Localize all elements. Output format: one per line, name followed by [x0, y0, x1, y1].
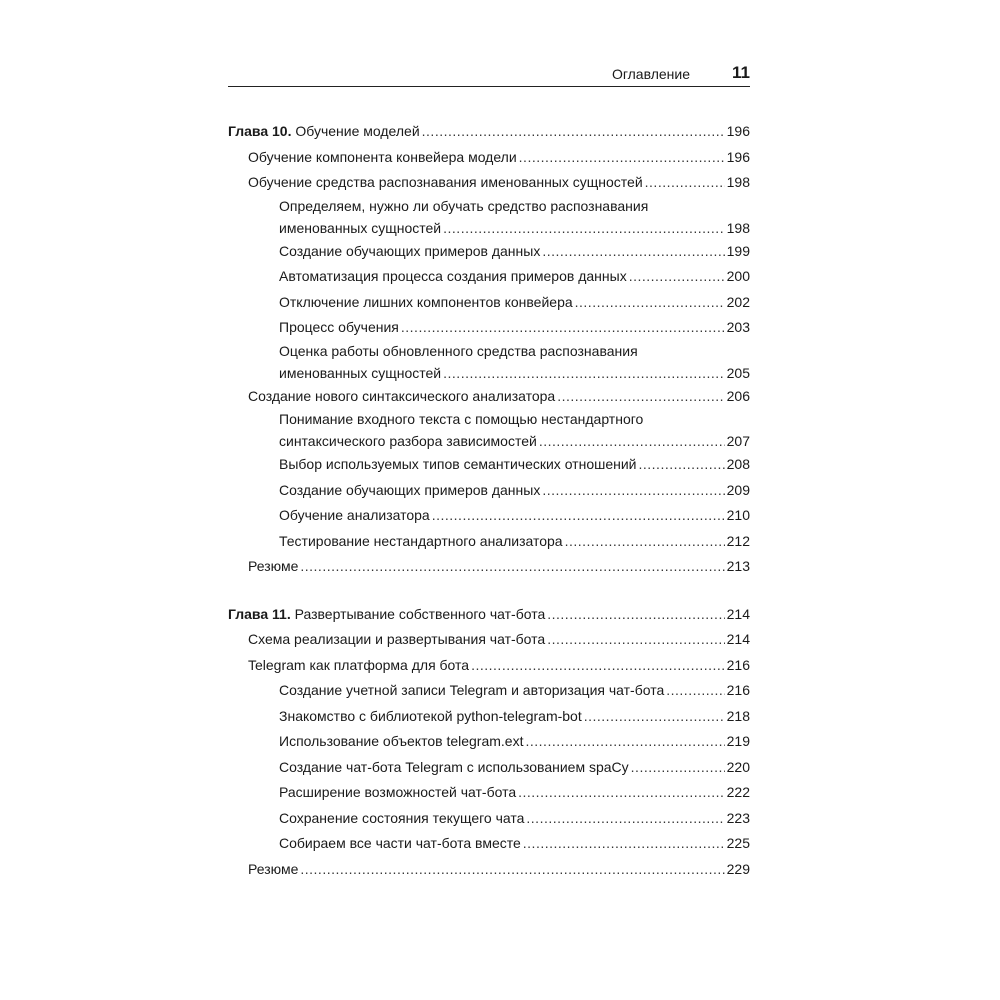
toc-entry[interactable]: [228, 704, 750, 730]
leader-dots: [639, 452, 725, 478]
toc-page: 206: [726, 387, 750, 404]
toc-entry-title-cont: именованных сущностей: [279, 219, 442, 236]
leader-dots: [519, 145, 725, 171]
toc-entry-title-cont: именованных сущностей: [279, 364, 442, 381]
toc-entry-title: Тестирование нестандартного анализатора: [279, 532, 563, 549]
toc-entry[interactable]: [228, 196, 750, 239]
leader-dots: [542, 478, 724, 504]
leader-dots: [547, 627, 724, 653]
leader-dots: [631, 755, 725, 781]
leader-dots: [443, 362, 725, 384]
toc-entry[interactable]: [228, 452, 750, 478]
toc-entry[interactable]: [228, 678, 750, 704]
leader-dots: [422, 119, 725, 145]
toc-entry-title: Telegram как платформа для бота: [248, 656, 470, 673]
leader-dots: [518, 780, 725, 806]
toc-page: 208: [726, 456, 750, 472]
toc-page: 209: [726, 481, 750, 498]
toc-entry-title: Создание нового синтаксического анализатора: [248, 387, 556, 404]
toc-entry-title: Резюме: [248, 860, 299, 877]
toc-entry[interactable]: [228, 384, 750, 410]
leader-dots: [401, 315, 725, 341]
leader-dots: [575, 290, 725, 316]
toc-entry[interactable]: [228, 409, 750, 452]
toc-entry-title: Создание обучающих примеров данных: [279, 242, 541, 259]
toc-page: 225: [726, 835, 750, 851]
leader-dots: [443, 217, 725, 239]
toc-page: 218: [726, 707, 750, 724]
leader-dots: [629, 264, 725, 290]
toc-page: 198: [726, 174, 750, 190]
toc-entry-title: Обучение средства распознавания именованных сущностей: [248, 174, 643, 190]
toc-page: 205: [726, 364, 750, 381]
leader-dots: [523, 831, 725, 857]
toc-page: 207: [726, 433, 750, 449]
toc-entry[interactable]: [228, 264, 750, 290]
leader-dots: [526, 729, 725, 755]
toc-page: 198: [726, 219, 750, 236]
toc-page: 200: [726, 268, 750, 284]
toc-entry-title-cont: синтаксического разбора зависимостей: [279, 433, 537, 449]
leader-dots: [539, 430, 725, 452]
toc-entry-title: Создание обучающих примеров данных: [279, 481, 541, 498]
toc-entry-title: Сохранение состояния текущего чата: [279, 809, 525, 826]
toc-chapter-row[interactable]: [228, 602, 750, 628]
leader-dots: [526, 806, 724, 832]
toc-entry[interactable]: [228, 729, 750, 755]
toc-entry-title: Создание чат-бота Telegram с использованием spaCy: [279, 758, 629, 775]
chapter-title: Развертывание собственного чат-бота: [294, 605, 546, 622]
toc-entry-title: Создание учетной записи Telegram и авторизация чат-бота: [279, 682, 665, 698]
leader-dots: [645, 170, 725, 196]
toc-entry-title: Автоматизация процесса создания примеров данных: [279, 268, 627, 284]
toc-entry[interactable]: [228, 290, 750, 316]
toc-entry-title: Отключение лишних компонентов конвейера: [279, 293, 573, 310]
toc-entry-title: Выбор используемых типов семантических отношений: [279, 456, 637, 472]
toc-page: 196: [726, 123, 750, 139]
toc-entry-title: Резюме: [248, 558, 299, 574]
toc-page: 222: [726, 784, 750, 800]
toc-entry-title: Определяем, нужно ли обучать средство распознавания: [279, 197, 649, 214]
leader-dots: [471, 653, 725, 679]
toc-entry[interactable]: [228, 831, 750, 857]
toc-page: 214: [726, 605, 750, 622]
toc-entry-title: Знакомство с библиотекой python-telegram-bot: [279, 707, 582, 724]
toc-entry[interactable]: [228, 145, 750, 171]
leader-dots: [565, 529, 725, 555]
leader-dots: [557, 384, 724, 410]
toc-entry[interactable]: [228, 170, 750, 196]
toc-entry[interactable]: [228, 857, 750, 883]
leader-dots: [584, 704, 725, 730]
chapter-11: [228, 602, 750, 883]
page-header: [228, 62, 750, 87]
toc-entry[interactable]: [228, 755, 750, 781]
leader-dots: [542, 239, 724, 265]
chapter-prefix: Глава 10.: [228, 123, 292, 139]
toc-entry[interactable]: [228, 478, 750, 504]
toc-entry[interactable]: [228, 653, 750, 679]
toc-entry-title: Обучение компонента конвейера модели: [248, 148, 517, 165]
leader-dots: [547, 602, 724, 628]
toc-entry[interactable]: [228, 627, 750, 653]
toc-page: 229: [726, 860, 750, 877]
toc-entry-title: Использование объектов telegram.ext: [279, 733, 524, 749]
toc-page: 216: [726, 656, 750, 673]
toc-entry[interactable]: [228, 529, 750, 555]
toc-page: 213: [726, 558, 750, 574]
toc-entry[interactable]: [228, 554, 750, 580]
chapter-prefix: Глава 11.: [228, 605, 291, 622]
toc-entry-title: Процесс обучения: [279, 319, 399, 335]
leader-dots: [300, 554, 724, 580]
toc-entry[interactable]: [228, 503, 750, 529]
page-number: 11: [732, 63, 750, 82]
toc-page: 220: [726, 758, 750, 775]
toc-entry-title: Понимание входного текста с помощью нестандартного: [279, 411, 644, 427]
toc-entry-title: Собираем все части чат-бота вместе: [279, 835, 521, 851]
toc-chapter-row[interactable]: [228, 119, 750, 145]
toc-page: 202: [726, 293, 750, 310]
toc-entry-title: Схема реализации и развертывания чат-бота: [248, 631, 546, 647]
toc-entry-title: Оценка работы обновленного средства распознавания: [279, 342, 638, 359]
toc-entry[interactable]: [228, 806, 750, 832]
toc-entry[interactable]: [228, 315, 750, 341]
toc-page: 199: [726, 242, 750, 259]
leader-dots: [300, 857, 724, 883]
toc-page: 223: [726, 809, 750, 826]
toc-entry[interactable]: [228, 341, 750, 384]
chapter-title: Обучение моделей: [295, 123, 420, 139]
running-header-title: Оглавление: [611, 66, 690, 82]
leader-dots: [666, 678, 724, 704]
toc-page: 196: [726, 148, 750, 165]
toc-page: 203: [726, 319, 750, 335]
toc-page: 216: [726, 682, 750, 698]
chapter-10: [228, 119, 750, 580]
toc-entry[interactable]: [228, 239, 750, 265]
toc-page: 210: [726, 507, 750, 523]
toc-page: 214: [726, 631, 750, 647]
table-of-contents: [228, 119, 750, 904]
toc-entry-title: Расширение возможностей чат-бота: [279, 784, 517, 800]
toc-page: 212: [726, 532, 750, 549]
leader-dots: [432, 503, 725, 529]
toc-entry-title: Обучение анализатора: [279, 507, 430, 523]
toc-entry[interactable]: [228, 780, 750, 806]
toc-page: 219: [726, 733, 750, 749]
